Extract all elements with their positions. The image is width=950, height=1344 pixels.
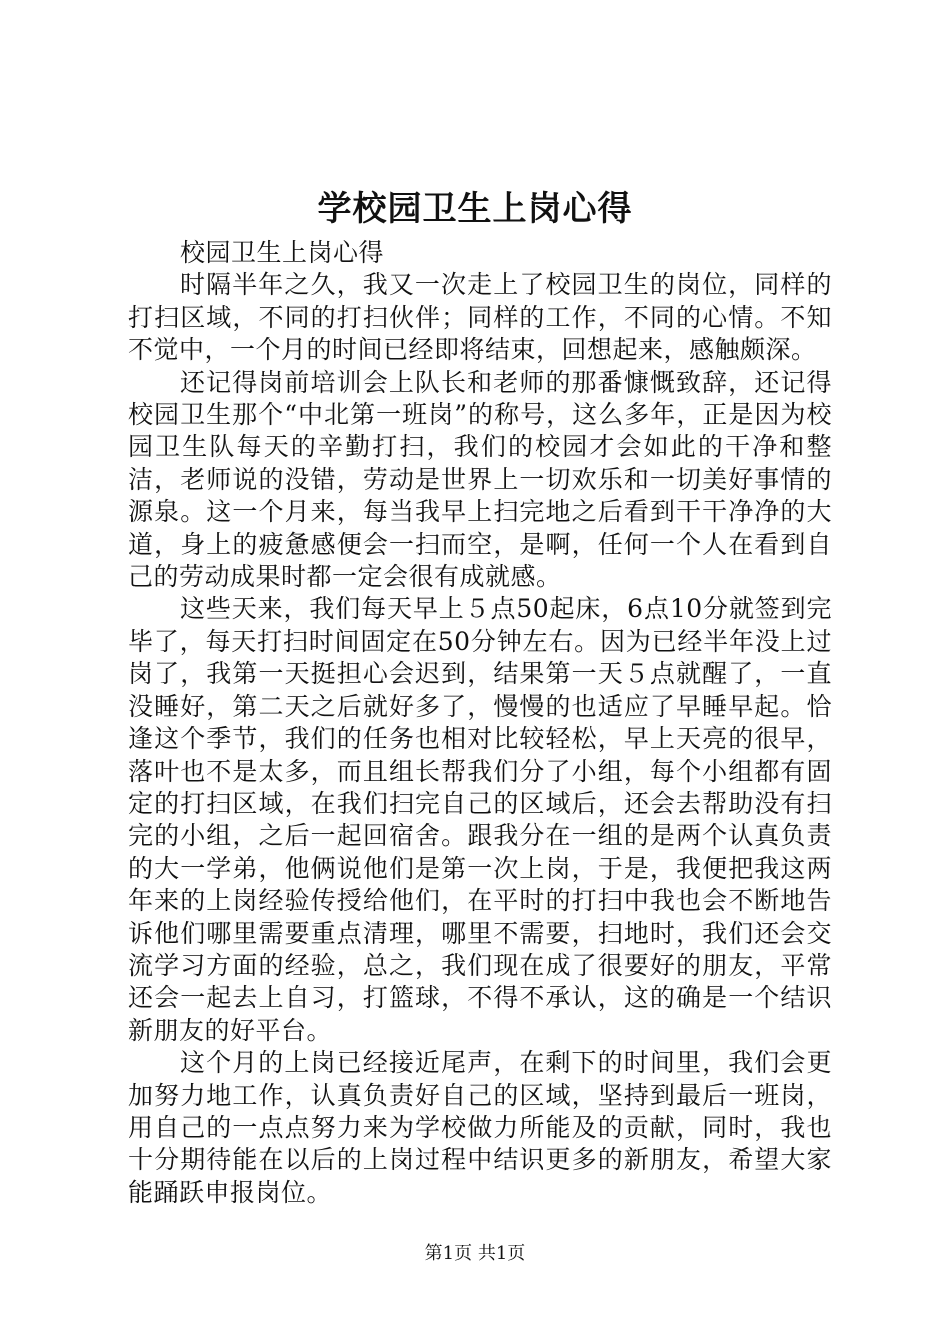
body-paragraph: 时隔半年之久，我又一次走上了校园卫生的岗位，同样的打扫区域，不同的打扫伙伴；同样的工作，不同的心情。不知不觉中，一个月的时间已经即将结束，回想起来，感触颇深。 bbox=[128, 270, 832, 365]
document-body bbox=[128, 237, 832, 1209]
page-footer: 第1页 共1页 bbox=[424, 1243, 526, 1264]
document-title: 学校园卫生上岗心得 bbox=[317, 189, 633, 229]
body-paragraph: 这些天来，我们每天早上５点50起床，6点10分就签到完毕了，每天打扫时间固定在50分钟左右。因为已经半年没上过岗了，我第一天挺担心会迟到，结果第一天５点就醒了，一直没睡好，第二天之后就好多了，慢慢的也适应了早睡早起。恰逢这个季节，我们的任务也相对比较轻松，早上天亮的很早，落叶也不是太多，而且组长帮我们分了小组，每个小组都有固定的打扫区域，在我们扫完自己的区域后，还会去帮助没有扫完的小组，之后一起回宿舍。跟我分在一组的是两个认真负责的大一学弟，他俩说他们是第一次上岗，于是，我便把我这两年来的上岗经验传授给他们，在平时的打扫中我也会不断地告诉他们哪里需要重点清理，哪里不需要，扫地时，我们还会交流学习方面的经验，总之，我们现在成了很要好的朋友，平常还会一起去上自习，打篮球，不得不承认，这的确是一个结识新朋友的好平台。 bbox=[128, 594, 832, 1045]
body-paragraph: 还记得岗前培训会上队长和老师的那番慷慨致辞，还记得校园卫生那个“中北第一班岗”的称号，这么多年，正是因为校园卫生队每天的辛勤打扫，我们的校园才会如此的干净和整洁，老师说的没错，劳动是世界上一切欢乐和一切美好事情的源泉。这一个月来，每当我早上扫完地之后看到干干净净的大道，身上的疲惫感便会一扫而空，是啊，任何一个人在看到自己的劳动成果时都一定会很有成就感。 bbox=[128, 367, 832, 592]
body-paragraph: 这个月的上岗已经接近尾声，在剩下的时间里，我们会更加努力地工作，认真负责好自己的区域，坚持到最后一班岗，用自己的一点点努力来为学校做力所能及的贡献，同时，我也十分期待能在以后的上岗过程中结识更多的新朋友，希望大家能踊跃申报岗位。 bbox=[128, 1048, 832, 1207]
body-paragraph: 校园卫生上岗心得 bbox=[180, 238, 385, 267]
